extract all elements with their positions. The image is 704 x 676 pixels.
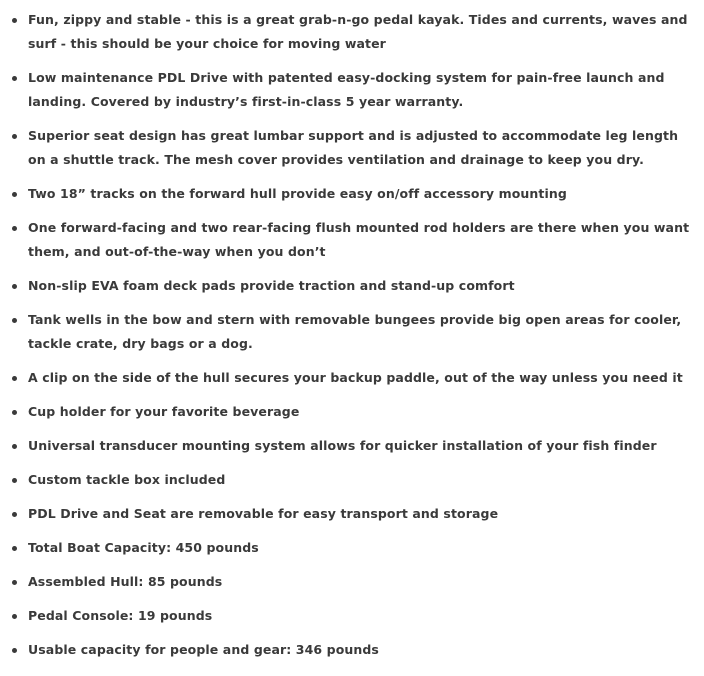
feature-text: Two 18” tracks on the forward hull provide easy on/off accessory mounting — [28, 186, 567, 201]
feature-item — [0, 66, 704, 114]
feature-item — [0, 468, 704, 492]
bullet-icon — [12, 580, 17, 585]
feature-text: One forward-facing and two rear-facing flush mounted rod holders are there when you want them, and out-of-the-way when you don’t — [28, 220, 690, 259]
feature-text: Assembled Hull: 85 pounds — [28, 574, 223, 589]
bullet-icon — [12, 444, 17, 449]
feature-text: Non-slip EVA foam deck pads provide traction and stand-up comfort — [28, 278, 515, 293]
feature-text: Custom tackle box included — [28, 472, 226, 487]
bullet-icon — [12, 512, 17, 517]
bullet-icon — [12, 134, 17, 139]
bullet-icon — [12, 18, 17, 23]
feature-item — [0, 638, 704, 662]
feature-text: Total Boat Capacity: 450 pounds — [28, 540, 259, 555]
feature-text: Fun, zippy and stable - this is a great grab-n-go pedal kayak. Tides and currents, waves and surf - this should be your choice for moving water — [28, 12, 688, 51]
feature-item — [0, 502, 704, 526]
feature-item — [0, 570, 704, 594]
bullet-icon — [12, 648, 17, 653]
feature-text: Cup holder for your favorite beverage — [28, 404, 300, 419]
feature-item — [0, 366, 704, 390]
feature-item — [0, 216, 704, 264]
feature-item — [0, 124, 704, 172]
feature-text: Usable capacity for people and gear: 346 pounds — [28, 642, 379, 657]
feature-item — [0, 536, 704, 560]
bullet-icon — [12, 614, 17, 619]
feature-text: A clip on the side of the hull secures your backup paddle, out of the way unless you need it — [28, 370, 683, 385]
feature-item — [0, 400, 704, 424]
feature-text: Superior seat design has great lumbar support and is adjusted to accommodate leg length on a shuttle track. The mesh cover provides ventilation and drainage to keep you dry. — [28, 128, 679, 167]
feature-item — [0, 182, 704, 206]
feature-text: Tank wells in the bow and stern with removable bungees provide big open areas for cooler, tackle crate, dry bags or a dog. — [28, 312, 682, 351]
feature-text: PDL Drive and Seat are removable for easy transport and storage — [28, 506, 499, 521]
feature-text: Universal transducer mounting system allows for quicker installation of your fish finder — [28, 438, 657, 453]
feature-text: Pedal Console: 19 pounds — [28, 608, 213, 623]
bullet-icon — [12, 478, 17, 483]
bullet-icon — [12, 546, 17, 551]
bullet-icon — [12, 318, 17, 323]
bullet-icon — [12, 192, 17, 197]
bullet-icon — [12, 284, 17, 289]
feature-item — [0, 308, 704, 356]
feature-item — [0, 604, 704, 628]
bullet-icon — [12, 410, 17, 415]
bullet-icon — [12, 76, 17, 81]
bullet-icon — [12, 226, 17, 231]
feature-item — [0, 434, 704, 458]
feature-item — [0, 274, 704, 298]
bullet-icon — [12, 376, 17, 381]
feature-item — [0, 8, 704, 56]
feature-text: Low maintenance PDL Drive with patented easy-docking system for pain-free launch and landing. Covered by industry’s first-in-class 5 year warranty. — [28, 70, 665, 109]
